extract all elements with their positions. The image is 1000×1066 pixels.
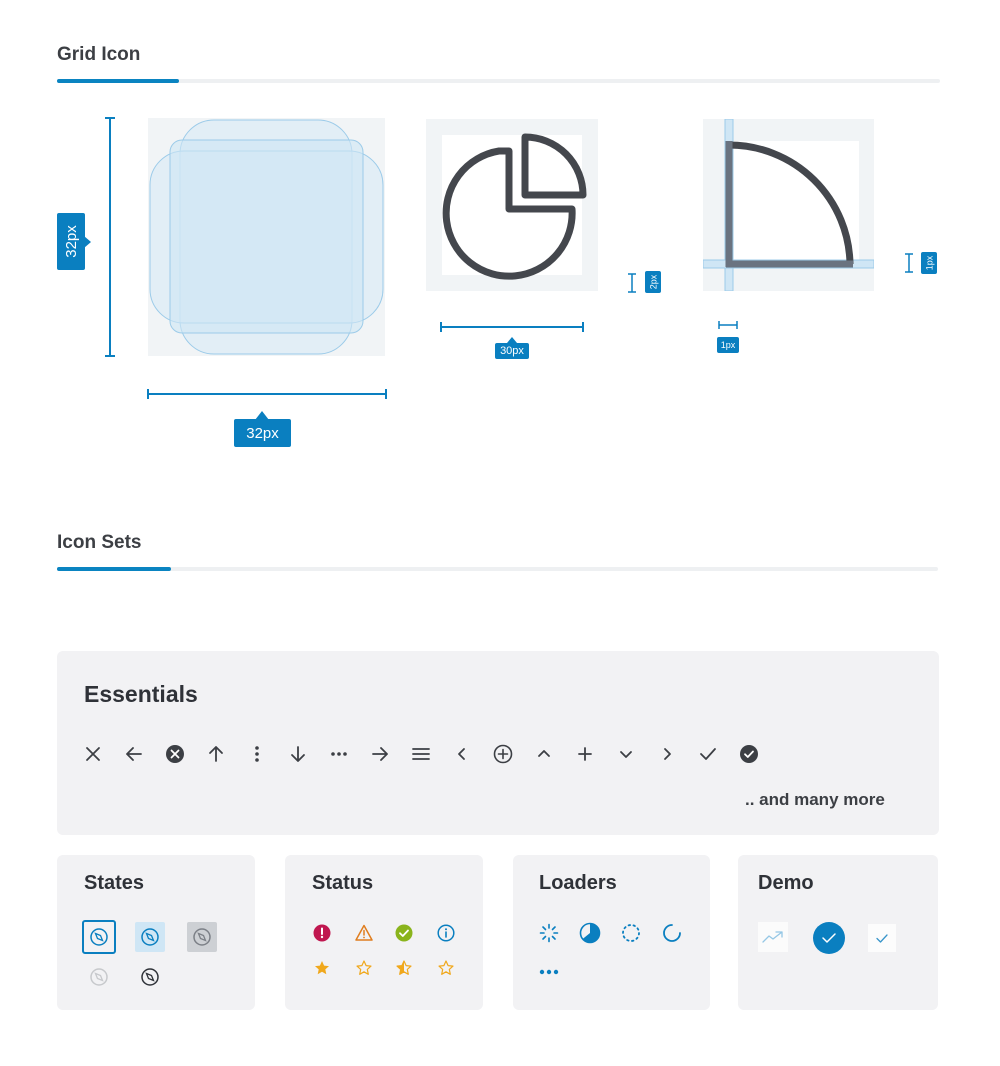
dotted-spinner-icon (621, 923, 641, 948)
section-underline-accent (57, 567, 171, 571)
horizontal-dimension-line (146, 388, 388, 400)
check-icon[interactable] (868, 924, 896, 952)
section-underline-accent (57, 79, 179, 83)
horizontal-size-tag (234, 419, 291, 447)
demo-card (738, 855, 938, 1010)
quarter-arc-icon (703, 119, 874, 291)
pie-loader-icon (579, 922, 601, 949)
chevron-up-icon[interactable] (532, 742, 556, 766)
star-filled-icon (314, 960, 330, 981)
trending-up-icon[interactable] (758, 922, 788, 952)
arrow-down-icon[interactable] (286, 742, 310, 766)
success-icon (395, 924, 413, 947)
padding-label: 30px (500, 345, 524, 357)
star-outline-icon (438, 960, 454, 981)
keyline-side-label: 1px (923, 255, 934, 271)
vertical-size-tag (57, 213, 85, 270)
section-title-icon-sets: Icon Sets (57, 532, 142, 553)
close-icon[interactable] (81, 742, 105, 766)
vertical-size-label: 32px (62, 225, 80, 258)
stroke-label: 2px (647, 274, 658, 290)
more-vertical-icon[interactable] (245, 742, 269, 766)
check-button-active[interactable] (813, 922, 845, 954)
grid-keyline-illustration (148, 118, 385, 356)
essentials-card (57, 651, 939, 835)
stroke-dimension-line (627, 273, 637, 293)
stroke-tag (645, 271, 661, 293)
many-more-label: .. and many more (745, 790, 885, 809)
padding-dimension-line (439, 321, 585, 333)
status-card (285, 855, 483, 1010)
loaders-card (513, 855, 710, 1010)
more-horizontal-icon[interactable] (327, 742, 351, 766)
keyline-corner-illustration (703, 119, 874, 291)
states-card (57, 855, 255, 1010)
chevron-right-icon[interactable] (655, 742, 679, 766)
compass-icon-pressed[interactable] (187, 922, 217, 952)
close-circle-filled-icon[interactable] (163, 742, 187, 766)
arrow-up-icon[interactable] (204, 742, 228, 766)
check-circle-filled-icon[interactable] (737, 742, 761, 766)
menu-icon[interactable] (409, 742, 433, 766)
plus-circle-icon[interactable] (491, 742, 515, 766)
demo-title: Demo (758, 872, 814, 894)
keyline-shapes (148, 118, 385, 356)
star-half-icon (396, 960, 412, 981)
keyline-side-dimension-line (904, 253, 914, 273)
error-icon (313, 924, 331, 947)
dots-loader-icon (539, 963, 559, 981)
states-title: States (84, 872, 145, 894)
keyline-tag (717, 337, 739, 353)
horizontal-size-label: 32px (246, 424, 279, 442)
warning-icon (355, 924, 373, 947)
chevron-left-icon[interactable] (450, 742, 474, 766)
pie-chart-icon (426, 119, 598, 291)
arrow-right-icon[interactable] (368, 742, 392, 766)
status-title: Status (312, 872, 374, 894)
padding-illustration (426, 119, 598, 291)
star-outline-icon (356, 960, 372, 981)
keyline-label: 1px (720, 340, 736, 350)
keyline-side-tag (921, 252, 937, 274)
tag-pointer (84, 236, 92, 248)
vertical-dimension-line (104, 116, 116, 358)
compass-icon-disabled[interactable] (89, 967, 109, 992)
section-underline (57, 79, 940, 83)
loaders-title: Loaders (539, 872, 617, 894)
compass-icon-focused[interactable] (82, 920, 116, 954)
keyline-dimension-line (718, 320, 738, 330)
essentials-title: Essentials (84, 681, 198, 707)
compass-icon-default[interactable] (140, 967, 160, 992)
spinner-lines-icon (539, 923, 559, 948)
compass-icon-hover[interactable] (135, 922, 165, 952)
chevron-down-icon[interactable] (614, 742, 638, 766)
arrow-left-icon[interactable] (122, 742, 146, 766)
info-icon (437, 924, 455, 947)
check-icon[interactable] (696, 742, 720, 766)
arc-spinner-icon (662, 923, 682, 948)
padding-tag (495, 343, 529, 359)
section-underline (57, 567, 938, 571)
section-title-grid-icon: Grid Icon (57, 44, 141, 65)
plus-icon[interactable] (573, 742, 597, 766)
